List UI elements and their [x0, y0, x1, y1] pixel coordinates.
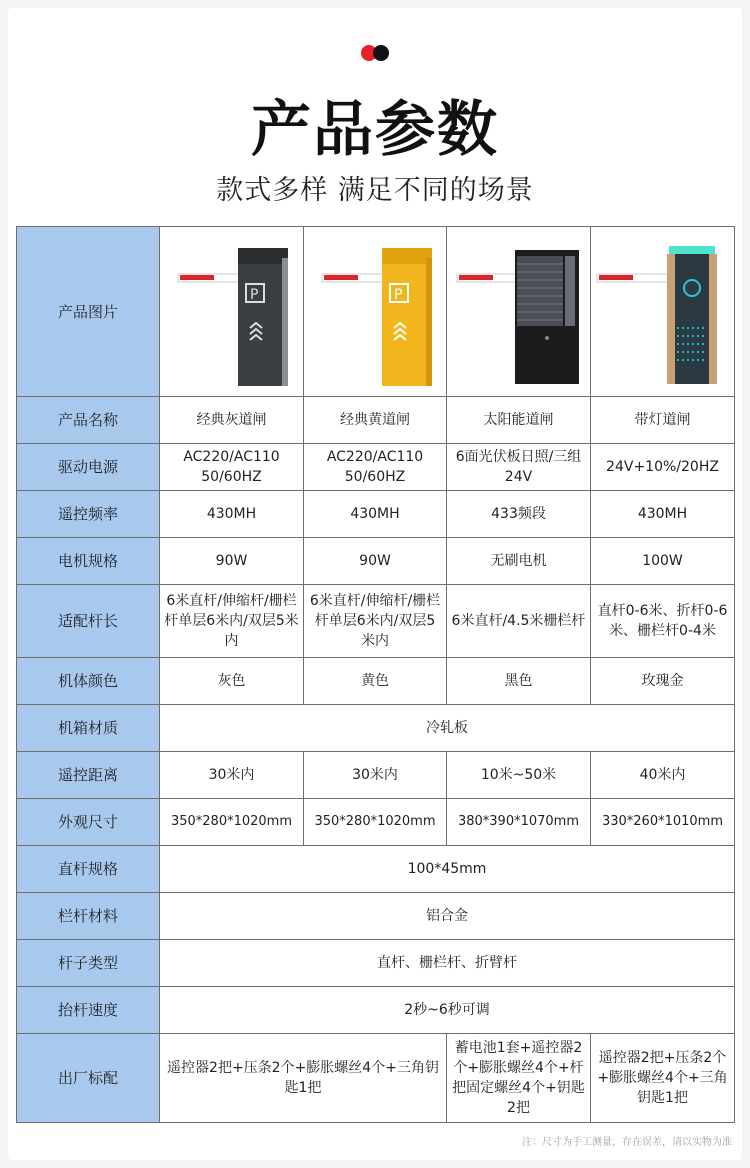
cell: 遥控器2把+压条2个+膨胀螺丝4个+三角钥匙1把 [591, 1034, 735, 1123]
cell-merged: 铝合金 [160, 893, 735, 940]
yellow-barrier-gate-image [304, 227, 447, 397]
table-row [17, 658, 735, 705]
cell: 430MH [304, 491, 447, 538]
cell: 带灯道闸 [591, 397, 735, 444]
row-label: 机箱材质 [17, 705, 160, 752]
cell: 350*280*1020mm [160, 799, 304, 846]
cell: 430MH [160, 491, 304, 538]
cell: 90W [304, 538, 447, 585]
cell: 330*260*1010mm [591, 799, 735, 846]
footnote: 注：尺寸为手工测量，存在误差，请以实物为准 [522, 1137, 732, 1148]
row-label: 适配杆长 [17, 585, 160, 658]
cell: 6米直杆/伸缩杆/栅栏杆单层6米内/双层5米内 [304, 585, 447, 658]
cell: 30米内 [304, 752, 447, 799]
table-row [17, 491, 735, 538]
table-row [17, 705, 735, 752]
gray-barrier-gate-image [160, 227, 304, 397]
row-label: 电机规格 [17, 538, 160, 585]
cell: 6米直杆/伸缩杆/栅栏杆单层6米内/双层5米内 [160, 585, 304, 658]
row-label: 外观尺寸 [17, 799, 160, 846]
decor-dots [361, 45, 395, 61]
cell: 6米直杆/4.5米栅栏杆 [447, 585, 591, 658]
table-row [17, 940, 735, 987]
cell: AC220/AC110 50/60HZ [304, 444, 447, 491]
cell: 430MH [591, 491, 735, 538]
cell: 直杆0-6米、折杆0-6米、栅栏杆0-4米 [591, 585, 735, 658]
cell: 无刷电机 [447, 538, 591, 585]
spec-table [16, 226, 735, 1123]
table-row-images [17, 227, 735, 397]
table-row [17, 444, 735, 491]
cell-merged: 冷轧板 [160, 705, 735, 752]
solar-barrier-gate-image [447, 227, 591, 397]
black-dot-icon [373, 45, 389, 61]
table-row [17, 846, 735, 893]
table-row [17, 538, 735, 585]
row-label: 遥控频率 [17, 491, 160, 538]
table-row [17, 893, 735, 940]
table-row [17, 585, 735, 658]
row-label: 栏杆材料 [17, 893, 160, 940]
cell-merged: 100*45mm [160, 846, 735, 893]
cell-merged: 遥控器2把+压条2个+膨胀螺丝4个+三角钥匙1把 [160, 1034, 447, 1123]
row-label: 直杆规格 [17, 846, 160, 893]
cell: 灰色 [160, 658, 304, 705]
row-label: 产品图片 [17, 227, 160, 397]
cell: 433频段 [447, 491, 591, 538]
cell: AC220/AC110 50/60HZ [160, 444, 304, 491]
row-label: 遥控距离 [17, 752, 160, 799]
cell: 黄色 [304, 658, 447, 705]
cell: 黑色 [447, 658, 591, 705]
svg-text:P: P [394, 286, 403, 303]
row-label: 杆子类型 [17, 940, 160, 987]
table-row [17, 752, 735, 799]
cell: 380*390*1070mm [447, 799, 591, 846]
table-row [17, 799, 735, 846]
row-label: 抬杆速度 [17, 987, 160, 1034]
cell: 10米~50米 [447, 752, 591, 799]
cell: 6面光伏板日照/三组24V [447, 444, 591, 491]
cell: 经典灰道闸 [160, 397, 304, 444]
led-barrier-gate-image [591, 227, 735, 397]
cell: 蓄电池1套+遥控器2个+膨胀螺丝4个+杆把固定螺丝4个+钥匙2把 [447, 1034, 591, 1123]
cell: 玫瑰金 [591, 658, 735, 705]
page-title: 产品参数 [251, 95, 499, 165]
cell-merged: 2秒~6秒可调 [160, 987, 735, 1034]
cell: 太阳能道闸 [447, 397, 591, 444]
table-row [17, 397, 735, 444]
cell: 90W [160, 538, 304, 585]
cell: 350*280*1020mm [304, 799, 447, 846]
table-row [17, 987, 735, 1034]
svg-text:P: P [250, 286, 259, 303]
cell-merged: 直杆、栅栏杆、折臂杆 [160, 940, 735, 987]
table-row [17, 1034, 735, 1123]
cell: 经典黄道闸 [304, 397, 447, 444]
cell: 100W [591, 538, 735, 585]
cell: 30米内 [160, 752, 304, 799]
row-label: 出厂标配 [17, 1034, 160, 1123]
row-label: 驱动电源 [17, 444, 160, 491]
row-label: 产品名称 [17, 397, 160, 444]
page-subtitle: 款式多样 满足不同的场景 [216, 175, 534, 206]
row-label: 机体颜色 [17, 658, 160, 705]
cell: 24V+10%/20HZ [591, 444, 735, 491]
cell: 40米内 [591, 752, 735, 799]
